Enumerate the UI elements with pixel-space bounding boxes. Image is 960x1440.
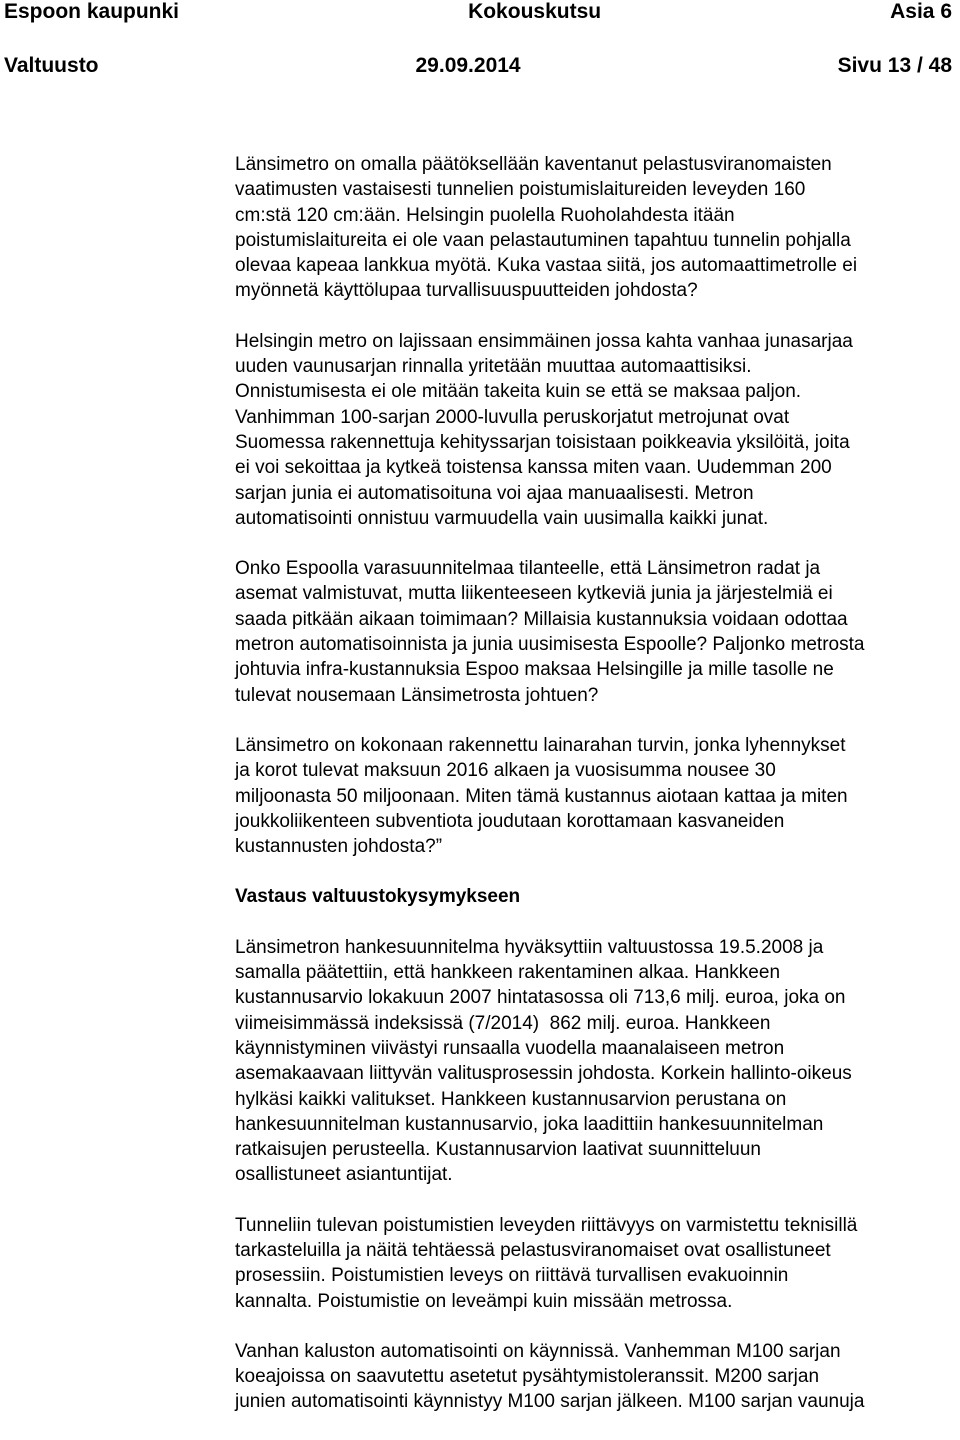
text-line: samalla päätettiin, että hankkeen rakentaminen alkaa. Hankkeen [235,962,781,984]
text-line: tarkasteluilla ja näitä tehtäessä pelastusviranomaiset ovat osallistuneet [235,1239,831,1261]
text-line: johtuvia infra-kustannuksia Espoo maksaa Helsingille ja mille tasolle ne [235,659,834,681]
paragraph-2 [235,329,957,531]
text-line: hylkäsi kaikki valitukset. Hankkeen kustannusarvion perustana on [235,1088,787,1110]
text-line: hankesuunnitelman kustannusarvio, joka laadittiin hankesuunnitelman [235,1113,824,1135]
text-line: junien automatisointi käynnistyy M100 sarjan jälkeen. M100 sarjan vaunuja [235,1391,865,1413]
text-line: Länsimetro on kokonaan rakennettu lainarahan turvin, jonka lyhennykset [235,734,846,756]
text-line: viimeisimmässä indeksissä (7/2014) 862 milj. euroa. Hankkeen [235,1012,771,1034]
organization-name: Espoon kaupunki [4,0,180,23]
document-header-top [4,0,952,24]
paragraph-1 [235,152,957,304]
text-line: Onnistumisesta ei ole mitään takeita kuin se että se maksaa paljon. [235,381,802,403]
text-line: metron automatisoinnista ja junia uusimisesta Espoolle? Paljonko metrosta [235,634,865,656]
text-line: koeajoissa on saavutettu asetetut pysähtymistoleranssit. M200 sarjan [235,1366,820,1388]
text-line: ei voi sekoittaa ja kytkeä toistensa kanssa miten vaan. Uudemman 200 [235,457,832,479]
text-line: sarjan junia ei automatisoituna voi ajaa manuaalisesti. Metron [235,482,754,504]
text-line: Länsimetro on omalla päätöksellään kaventanut pelastusviranomaisten [235,154,832,175]
text-line: Onko Espoolla varasuunnitelmaa tilanteelle, että Länsimetron radat ja [235,558,821,580]
text-line: Vanhan kaluston automatisointi on käynnissä. Vanhemman M100 sarjan [235,1340,841,1362]
agenda-item: Asia 6 [890,0,952,23]
page-number: Sivu 13 / 48 [837,54,952,77]
text-line: kustannusten johdosta?” [235,836,443,858]
text-line: asemakaavaan liittyvän valitusprosessin johdosta. Korkein hallinto-oikeus [235,1063,852,1085]
governing-body: Valtuusto [4,54,99,77]
text-line: poistumislaitureita ei ole vaan pelastautuminen tapahtuu tunnelin pohjalla [235,229,851,251]
section-heading: Vastaus valtuustokysymykseen [235,886,521,908]
text-line: asemat valmistuvat, mutta liikenteeseen kytkeviä junia ja järjestelmiä ei [235,583,833,605]
text-line: käynnistyminen viivästyi runsaalla vuodella maanalaiseen metron [235,1037,785,1059]
text-line: kustannusarvio lokakuun 2007 hintatasossa oli 713,6 milj. euroa, joka on [235,987,846,1009]
text-line: automatisointi onnistuu varmuudella vain uusimalla kaikki junat. [235,507,769,529]
meeting-date: 29.09.2014 [415,54,521,77]
text-line: ja korot tulevat maksuun 2016 alkaen ja vuosisumma nousee 30 [235,760,776,782]
text-line: Länsimetron hankesuunnitelma hyväksyttiin valtuustossa 19.5.2008 ja [235,936,824,958]
text-line: Helsingin metro on lajissaan ensimmäinen jossa kahta vanhaa junasarjaa [235,330,853,352]
text-line: ratkaisujen perusteella. Kustannusarvion laativat suunnitteluun [235,1139,761,1161]
text-line: olevaa kapeaa lankkua myötä. Kuka vastaa siitä, jos automaattimetrolle ei [235,255,858,277]
text-line: saada pitkään aikaan toimimaan? Millaisia kustannuksia voidaan odottaa [235,608,848,630]
text-line: osallistuneet asiantuntijat. [235,1164,453,1186]
document-type: Kokouskutsu [468,0,602,23]
paragraph-7 [235,1339,957,1415]
document-header-bottom [4,54,952,78]
text-line: Vanhimman 100-sarjan 2000-luvulla peruskorjatut metrojunat ovat [235,406,790,428]
text-line: cm:stä 120 cm:ään. Helsingin puolella Ruoholahdesta itään [235,204,735,226]
text-line: myönnetä käyttölupaa turvallisuuspuutteiden johdosta? [235,280,698,302]
paragraph-6 [235,1213,957,1314]
text-line: uuden vaunusarjan rinnalla yritetään muuttaa automaattisiksi. [235,356,752,378]
text-line: joukkoliikenteen subventiota joudutaan korottamaan kasvaneiden [235,810,785,832]
text-line: kannalta. Poistumistie on leveämpi kuin missään metrossa. [235,1290,733,1312]
document-body [235,152,957,1440]
text-line: Suomessa rakennettuja kehityssarjan toisistaan poikkeavia yksilöitä, joita [235,431,850,453]
paragraph-3 [235,556,957,708]
paragraph-4 [235,733,957,859]
text-line: tulevat nousemaan Länsimetrosta johtuen? [235,684,599,706]
paragraph-5 [235,935,957,1188]
text-line: Tunneliin tulevan poistumistien leveyden riittävyys on varmistettu teknisillä [235,1214,858,1236]
text-line: prosessiin. Poistumistien leveys on riittävä turvallisen evakuoinnin [235,1265,789,1287]
text-line: miljoonasta 50 miljoonaan. Miten tämä kustannus aiotaan kattaa ja miten [235,785,848,807]
text-line: vaatimusten vastaisesti tunnelien poistumislaitureiden leveyden 160 [235,179,806,201]
